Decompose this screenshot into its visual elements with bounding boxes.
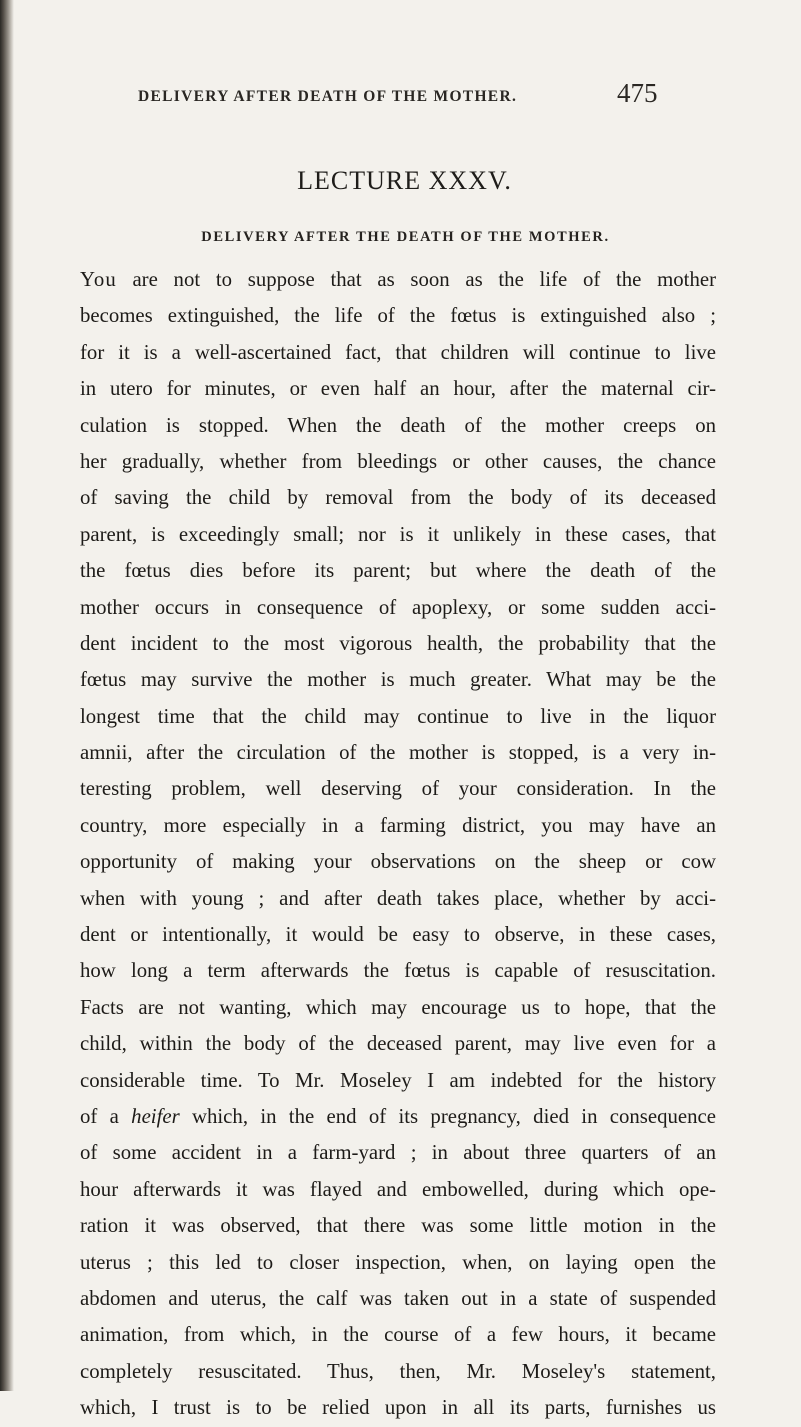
text-line: hour afterwards it was flayed and embowelled, during which ope- (80, 1177, 716, 1201)
text-line: in utero for minutes, or even half an hour, after the maternal cir- (80, 377, 716, 401)
opening-word: You (80, 268, 117, 291)
text-line-heifer (80, 1099, 716, 1135)
lecture-title: LECTURE XXXV. (297, 166, 512, 195)
body-text (80, 262, 716, 1427)
text-line: child, within the body of the deceased parent, may live even for a (80, 1032, 716, 1056)
text-line: when with young ; and after death takes place, whether by acci- (80, 886, 716, 910)
text-line: completely resuscitated. Thus, then, Mr. Moseley's statement, (80, 1359, 716, 1383)
italic-heifer: heifer (131, 1104, 180, 1128)
text-line: country, more especially in a farming district, you may have an (80, 813, 716, 837)
binding-shadow (0, 0, 14, 1391)
text-line: becomes extinguished, the life of the fœtus is extinguished also ; (80, 304, 716, 328)
text-line: Facts are not wanting, which may encourage us to hope, that the (80, 995, 716, 1019)
text-line: animation, from which, in the course of a few hours, it became (80, 1323, 716, 1347)
running-head: DELIVERY AFTER DEATH OF THE MOTHER. (138, 88, 518, 105)
text-line: longest time that the child may continue to live in the liquor (80, 704, 716, 728)
text-line: ration it was observed, that there was some little motion in the (80, 1214, 716, 1238)
paragraph-lines-c (80, 1135, 716, 1426)
text-line: for it is a well-ascertained fact, that children will continue to live (80, 340, 716, 364)
line-1-rest: are not to suppose that as soon as the life of the mother (132, 268, 716, 291)
line-suffix: which, in the end of its pregnancy, died in consequence (179, 1104, 716, 1128)
text-line: opportunity of making your observations on the sheep or cow (80, 850, 716, 874)
text-line: mother occurs in consequence of apoplexy, or some sudden acci- (80, 595, 716, 619)
paragraph-lines-b (80, 881, 716, 1099)
text-line: fœtus may survive the mother is much greater. What may be the (80, 668, 716, 692)
lecture-subtitle: DELIVERY AFTER THE DEATH OF THE MOTHER. (201, 229, 610, 245)
text-line: abdomen and uterus, the calf was taken out in a state of suspended (80, 1286, 716, 1310)
text-line: dent or intentionally, it would be easy to observe, in these cases, (80, 923, 716, 947)
text-line: of some accident in a farm-yard ; in about three quarters of an (80, 1141, 716, 1165)
text-line: parent, is exceedingly small; nor is it unlikely in these cases, that (80, 522, 716, 546)
text-line: teresting problem, well deserving of your consideration. In the (80, 777, 716, 801)
page-number: 475 (617, 78, 658, 108)
text-line: which, I trust is to be relied upon in all its parts, furnishes us (80, 1396, 716, 1420)
text-line: of saving the child by removal from the body of its deceased (80, 486, 716, 510)
text-line: her gradually, whether from bleedings or other causes, the chance (80, 449, 716, 473)
text-line: dent incident to the most vigorous health, the probability that the (80, 631, 716, 655)
paragraph-lines-a (80, 298, 716, 880)
text-line-1 (80, 262, 716, 298)
text-line: how long a term afterwards the fœtus is capable of resuscitation. (80, 959, 716, 983)
text-line: the fœtus dies before its parent; but where the death of the (80, 559, 716, 583)
line-prefix: of a (80, 1104, 132, 1128)
text-line: amnii, after the circulation of the mother is stopped, is a very in- (80, 741, 716, 765)
text-line: culation is stopped. When the death of the mother creeps on (80, 413, 716, 437)
text-line: considerable time. To Mr. Moseley I am indebted for the history (80, 1068, 716, 1092)
text-line: uterus ; this led to closer inspection, when, on laying open the (80, 1250, 716, 1274)
